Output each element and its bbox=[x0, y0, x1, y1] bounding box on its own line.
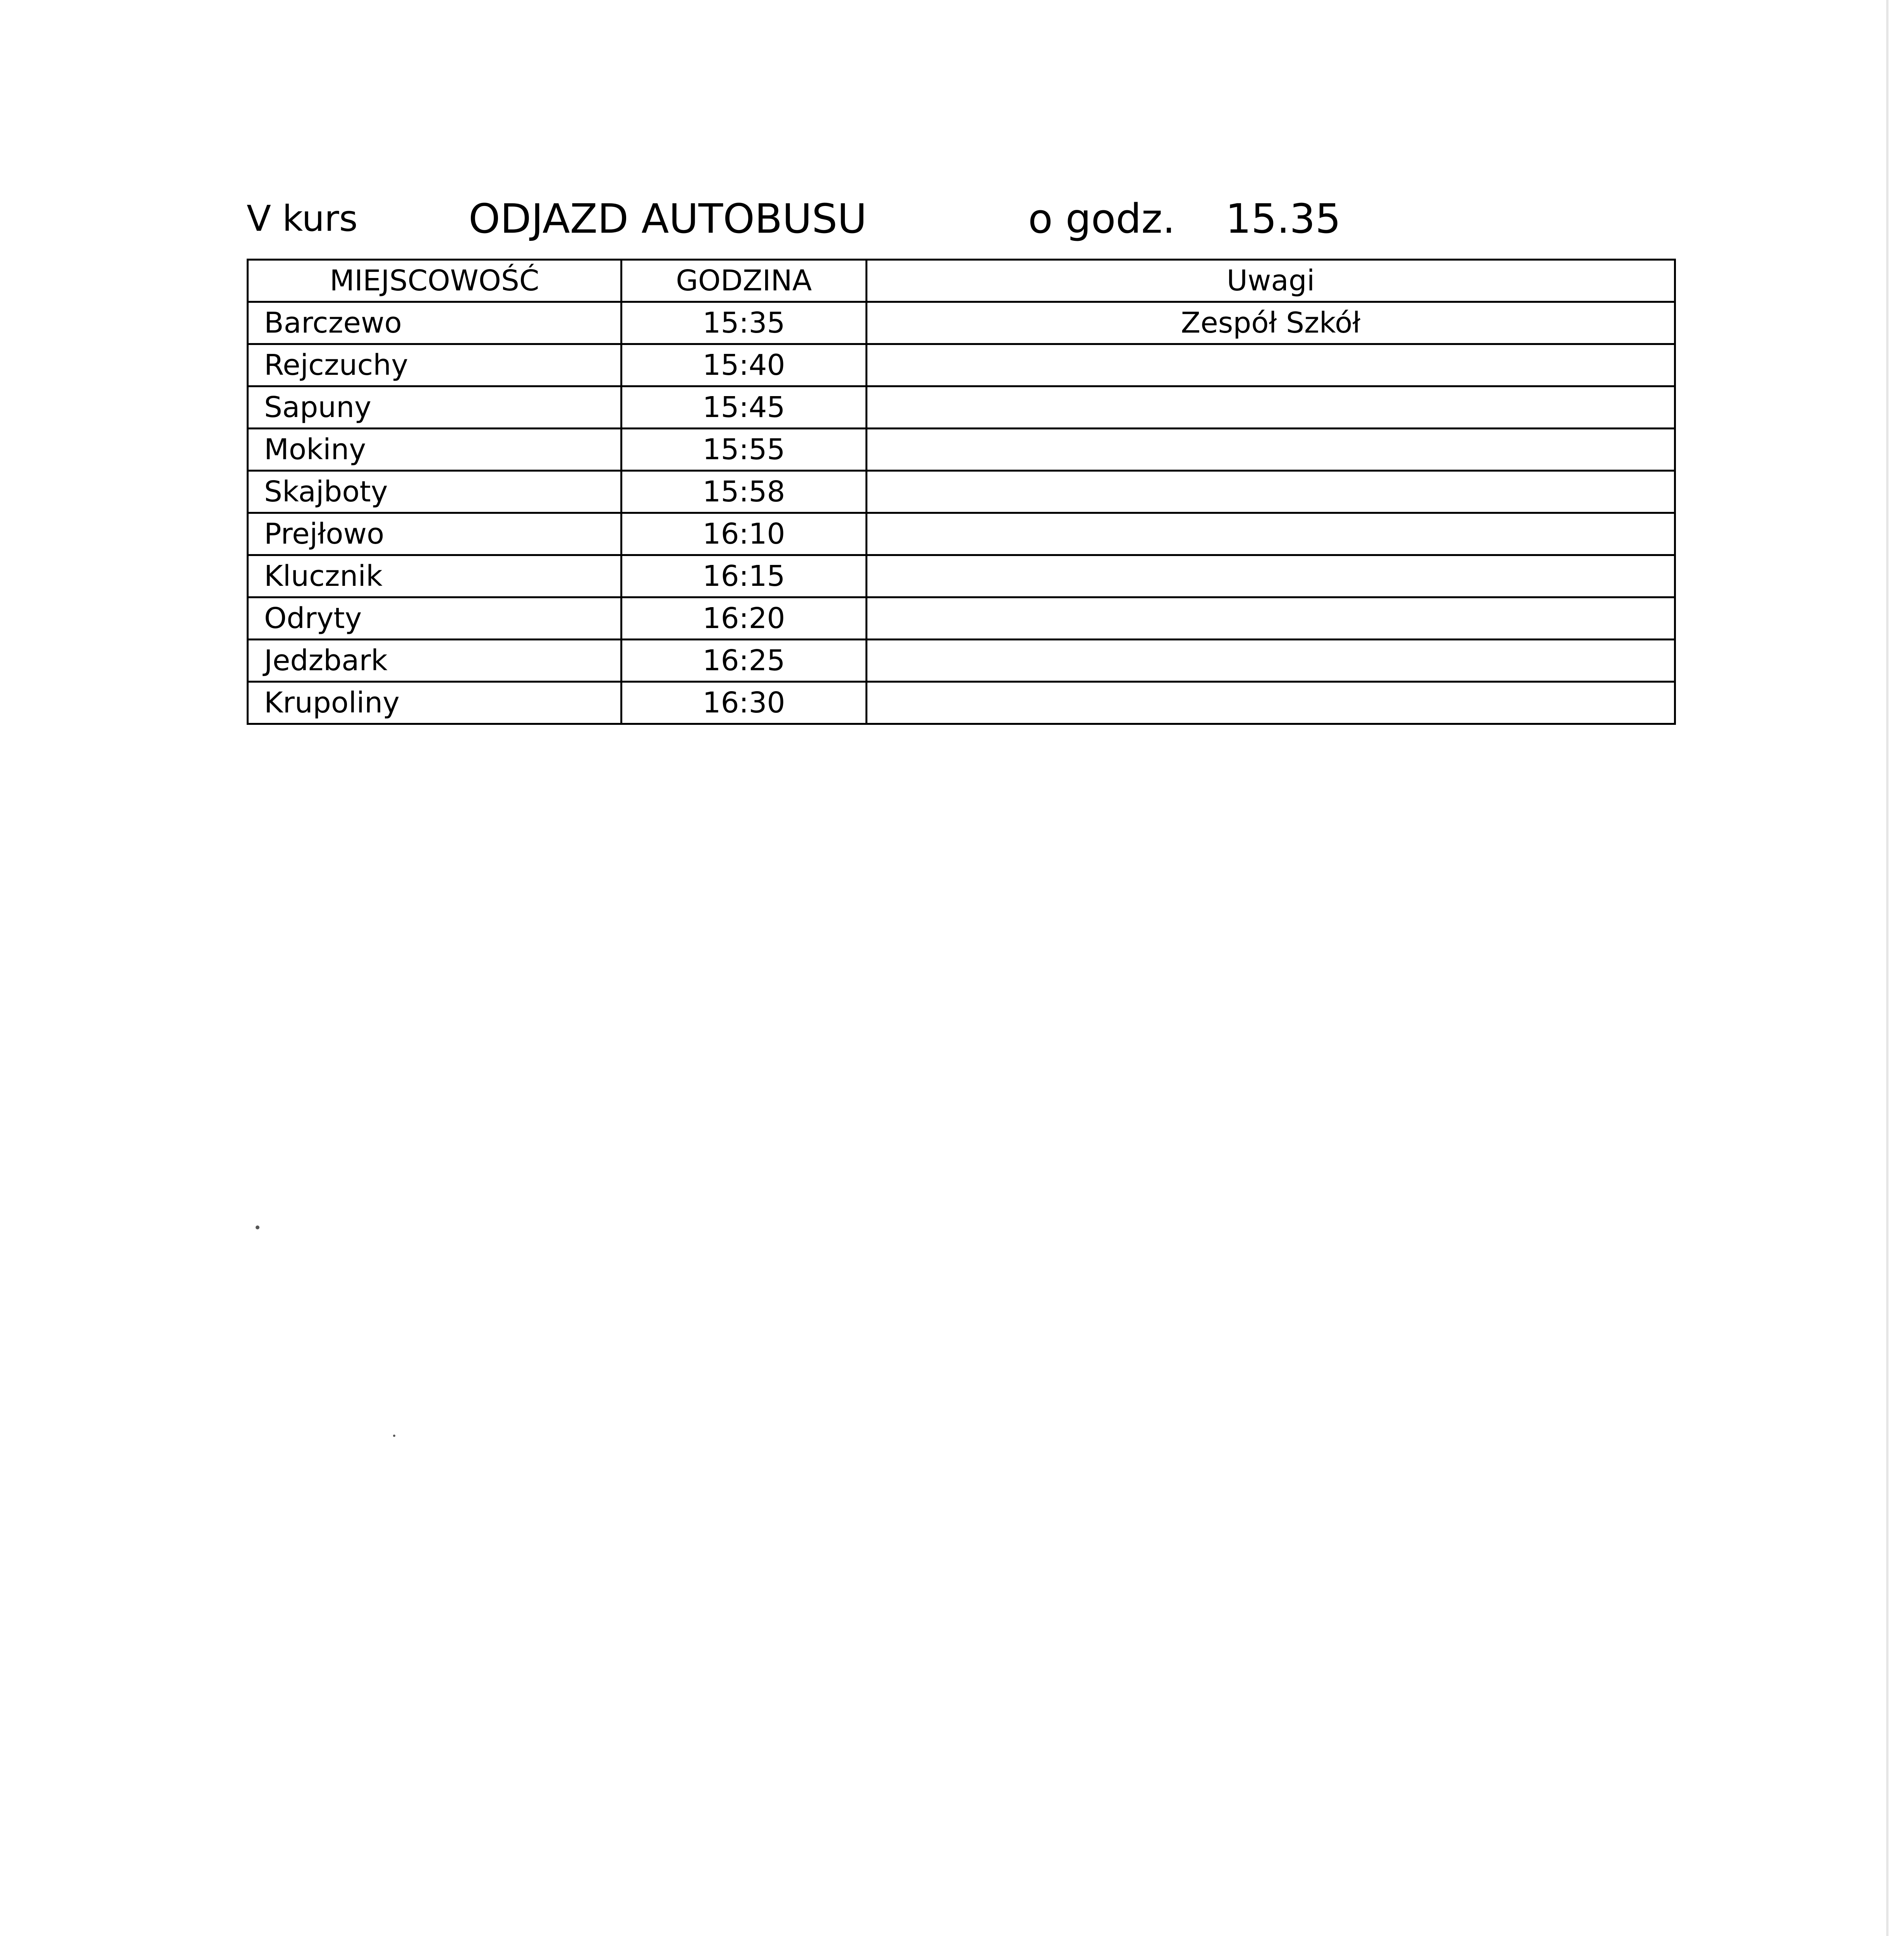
time-cell: 16:15 bbox=[622, 555, 867, 597]
table-row bbox=[248, 344, 1675, 386]
column-header-notes: Uwagi bbox=[867, 260, 1675, 302]
table-row bbox=[248, 471, 1675, 513]
scan-edge-shadow bbox=[1886, 0, 1889, 1936]
page-title: ODJAZD AUTOBUSU bbox=[469, 195, 867, 242]
note-cell bbox=[867, 429, 1675, 471]
time-cell: 16:20 bbox=[622, 597, 867, 640]
time-cell: 16:30 bbox=[622, 682, 867, 724]
table-header-row bbox=[248, 260, 1675, 302]
place-cell: Klucznik bbox=[248, 555, 622, 597]
scan-speck bbox=[256, 1225, 259, 1229]
place-cell: Skajboty bbox=[248, 471, 622, 513]
column-header-time: GODZINA bbox=[622, 260, 867, 302]
table-row bbox=[248, 682, 1675, 724]
note-cell: Zespół Szkół bbox=[867, 302, 1675, 344]
note-cell bbox=[867, 682, 1675, 724]
table-row bbox=[248, 429, 1675, 471]
time-cell: 16:10 bbox=[622, 513, 867, 555]
time-cell: 15:58 bbox=[622, 471, 867, 513]
time-cell: 15:55 bbox=[622, 429, 867, 471]
time-cell: 15:40 bbox=[622, 344, 867, 386]
table-row bbox=[248, 386, 1675, 429]
note-cell bbox=[867, 555, 1675, 597]
time-cell: 15:35 bbox=[622, 302, 867, 344]
place-cell: Mokiny bbox=[248, 429, 622, 471]
place-cell: Odryty bbox=[248, 597, 622, 640]
place-cell: Prejłowo bbox=[248, 513, 622, 555]
place-cell: Sapuny bbox=[248, 386, 622, 429]
scan-speck bbox=[393, 1435, 395, 1437]
column-header-place: MIEJSCOWOŚĆ bbox=[248, 260, 622, 302]
place-cell: Rejczuchy bbox=[248, 344, 622, 386]
place-cell: Krupoliny bbox=[248, 682, 622, 724]
note-cell bbox=[867, 640, 1675, 682]
note-cell bbox=[867, 386, 1675, 429]
note-cell bbox=[867, 513, 1675, 555]
table-row bbox=[248, 513, 1675, 555]
note-cell bbox=[867, 471, 1675, 513]
table-row bbox=[248, 597, 1675, 640]
table-row bbox=[248, 640, 1675, 682]
note-cell bbox=[867, 344, 1675, 386]
place-cell: Jedzbark bbox=[248, 640, 622, 682]
time-cell: 16:25 bbox=[622, 640, 867, 682]
timetable bbox=[247, 259, 1676, 725]
departure-time-value: 15.35 bbox=[1226, 195, 1341, 242]
place-cell: Barczewo bbox=[248, 302, 622, 344]
table-row bbox=[248, 302, 1675, 344]
course-number: V kurs bbox=[247, 198, 358, 239]
table-row bbox=[248, 555, 1675, 597]
note-cell bbox=[867, 597, 1675, 640]
departure-time-label: o godz. bbox=[1028, 195, 1175, 242]
time-cell: 15:45 bbox=[622, 386, 867, 429]
